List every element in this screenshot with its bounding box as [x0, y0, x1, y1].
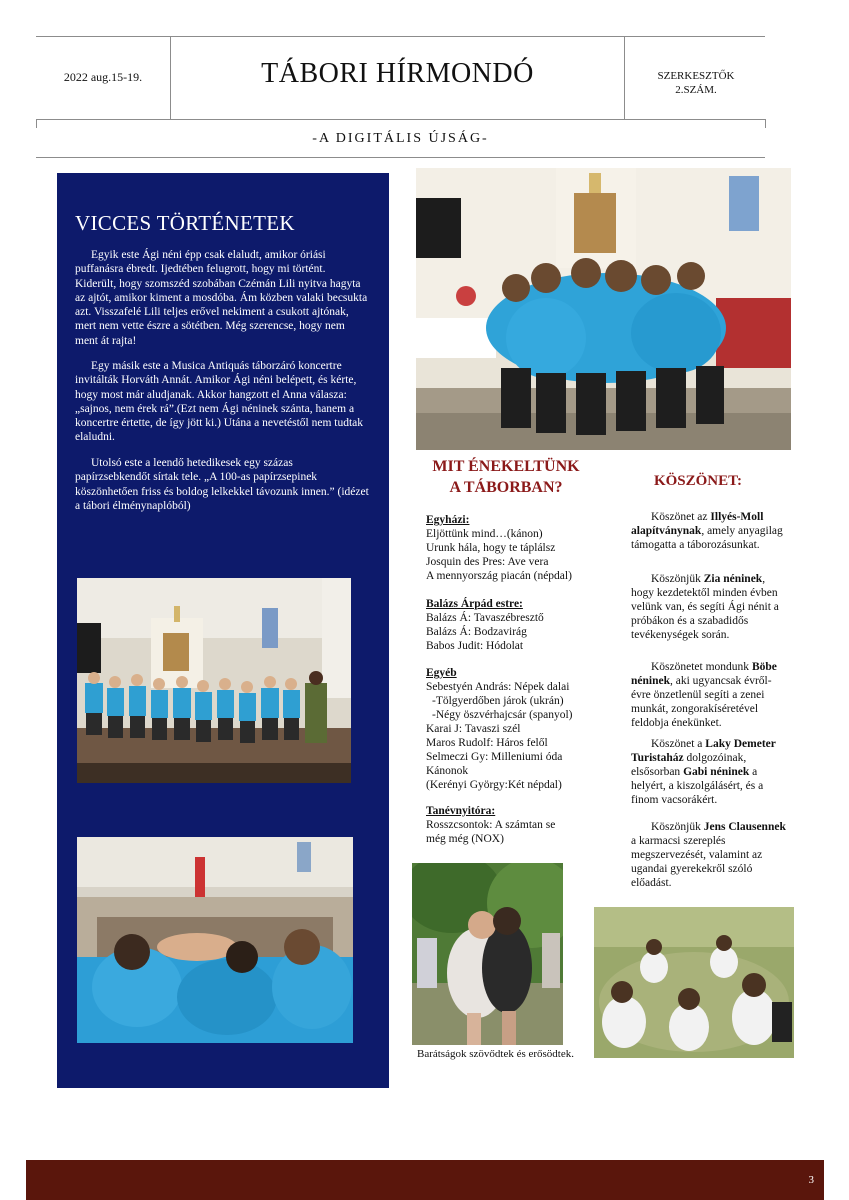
thanks-paragraph: [631, 572, 787, 642]
friends-hug-photo: [412, 863, 563, 1045]
song-group-heading: Tanévnyitóra:: [426, 805, 496, 817]
newspaper-subtitle: -A DIGITÁLIS ÚJSÁG-: [312, 131, 489, 146]
song-item: Kánonok: [426, 765, 469, 777]
page-footer: [26, 1160, 824, 1200]
editor-label: SZERKESZTŐK: [657, 70, 735, 82]
thanks-text: , amely anyagilag támogatta a táborozásunkat.: [631, 525, 783, 551]
thanks-text: a karmacsi szereplés megszervezését, valamint az ugandai gyerekekről szóló előadást.: [631, 835, 763, 889]
thanks-heading: KÖSZÖNET:: [653, 473, 743, 489]
song-item: Sebestyén András: Népek dalai: [426, 681, 570, 693]
song-group-heading: Balázs Árpád estre:: [426, 598, 523, 610]
song-item: A mennyország piacán (népdal): [426, 570, 572, 582]
group-hug-photo: [416, 168, 791, 450]
stories-heading: VICCES TÖRTÉNETEK: [75, 211, 295, 235]
song-group: [426, 597, 601, 653]
masthead-top-rule: [36, 36, 765, 37]
photo-caption: Barátságok szövődtek és erősödtek.: [416, 1048, 574, 1060]
song-item: Balázs Á: Bodzavirág: [426, 626, 527, 638]
group-hands-photo: [77, 837, 353, 1043]
thanks-paragraph: [631, 510, 787, 552]
story-paragraph: Utolsó este a leendő hetedikesek egy százas papírzsebkendőt sírtak tele. „A 100-as papírzsepinek köszönhetően friss és boldog lelkekkel távozunk innen.” (idézet a tábori élménynaplóból): [75, 457, 369, 512]
thanks-text: a helyért, a kiszolgálásért, és a finom vacsorákért.: [631, 766, 764, 806]
thanks-emphasis: Jens Clausennek: [703, 821, 786, 833]
song-item: Balázs Á: Tavaszébresztő: [426, 612, 544, 624]
choir-church-photo: [77, 578, 351, 783]
thanks-text: Köszönetet mondunk: [651, 661, 752, 673]
song-item: még még (NOX): [426, 833, 504, 845]
story-paragraph: Egy másik este a Musica Antiquás táborzáró koncertre invitálták Horváth Annát. Amikor Ági néni belépett, és kérte, hogy most már aludjanak. Akkor hangzott el Anna válasza: „sajnos, nem érek rá”.(Ezt nem Ági néninek szánta, hanem a koncertre értette, de így jött ki.) Utána a nevetéstől nem tudtak elaludni.: [75, 360, 364, 444]
thanks-paragraph: [631, 820, 787, 890]
thanks-text: Köszönet az: [651, 511, 711, 523]
song-item: Selmeczi Gy: Milleniumi óda: [426, 751, 563, 763]
song-item: -Négy öszvérhajcsár (spanyol): [432, 709, 573, 721]
thanks-text: Köszönjük: [651, 573, 704, 585]
thanks-text: Köszönet a: [651, 738, 706, 750]
masthead-bottom-rule: [36, 119, 765, 120]
thanks-paragraph: [631, 660, 787, 730]
masthead-divider: [624, 36, 625, 119]
thanks-text: , aki ugyancsak évről-évre önzetlenül segíti a zenei munkát, zongorakíséretével feldobja énekünket.: [631, 675, 772, 729]
song-item: Maros Rudolf: Háros felől: [426, 737, 548, 749]
song-item: Josquin des Pres: Ave vera: [426, 556, 549, 568]
song-group-heading: Egyéb: [426, 667, 457, 679]
songs-heading: [415, 456, 597, 498]
song-item: -Tölgyerdőben járok (ukrán): [432, 695, 564, 707]
song-item: Urunk hála, hogy te táplálsz: [426, 542, 556, 554]
thanks-emphasis: Laky Demeter Turistaház: [631, 738, 776, 764]
thanks-paragraph: [631, 737, 787, 807]
thanks-emphasis: Böbe néninek: [631, 661, 777, 687]
thanks-text: , hogy kezdetektől minden évben velünk van, és segíti Ági nénit a próbákon és a szabadidős tevékenységek során.: [631, 573, 779, 641]
masthead-tick: [765, 119, 766, 128]
page-number: 3: [808, 1174, 814, 1186]
thanks-emphasis: Illyés-Moll alapítványnak: [631, 511, 764, 537]
subtitle-rule: [36, 157, 765, 158]
song-item: Eljöttünk mind…(kánon): [426, 528, 543, 540]
song-item: Rosszcsontok: A számtan se: [426, 819, 556, 831]
song-group: [426, 513, 601, 583]
issue-number: 2.SZÁM.: [675, 84, 717, 96]
songs-heading-line: MIT ÉNEKELTÜNK: [432, 458, 580, 475]
song-group: [426, 804, 601, 846]
circle-sitting-photo: [594, 907, 794, 1058]
song-group-heading: Egyházi:: [426, 514, 470, 526]
song-group: [426, 666, 601, 792]
thanks-emphasis: Zia néninek: [703, 573, 763, 585]
newspaper-title: TÁBORI HÍRMONDÓ: [261, 58, 534, 89]
story-paragraph: Egyik este Ági néni épp csak elaludt, amikor óriási puffanásra ébredt. Ijedtében felugrott, hogy mi történt. Kiderült, hogy szomszéd szobában Czémán Lili nyitva hagyta az ajtót, amikor kiment a mosdóba. Ám közben valaki becsukta azt. Visszafelé Lili teljes erővel nekiment a csukott ajtónak, mert nem vette észre a sötétben. Még szerencse, hogy nem ment át rajta!: [75, 249, 368, 347]
song-item: Babos Judit: Hódolat: [426, 640, 524, 652]
song-item: Karai J: Tavaszi szél: [426, 723, 521, 735]
editor-info: [626, 69, 766, 97]
songs-heading-line: A TÁBORBAN?: [449, 479, 563, 496]
thanks-text: Köszönjük: [651, 821, 704, 833]
thanks-emphasis: Gabi néninek: [683, 766, 750, 778]
masthead-tick: [36, 119, 37, 128]
thanks-text: dolgozóinak, elsősorban: [631, 752, 747, 778]
song-item: (Kerényi György:Két népdal): [426, 779, 562, 791]
issue-date: 2022 aug.15-19.: [63, 70, 143, 84]
